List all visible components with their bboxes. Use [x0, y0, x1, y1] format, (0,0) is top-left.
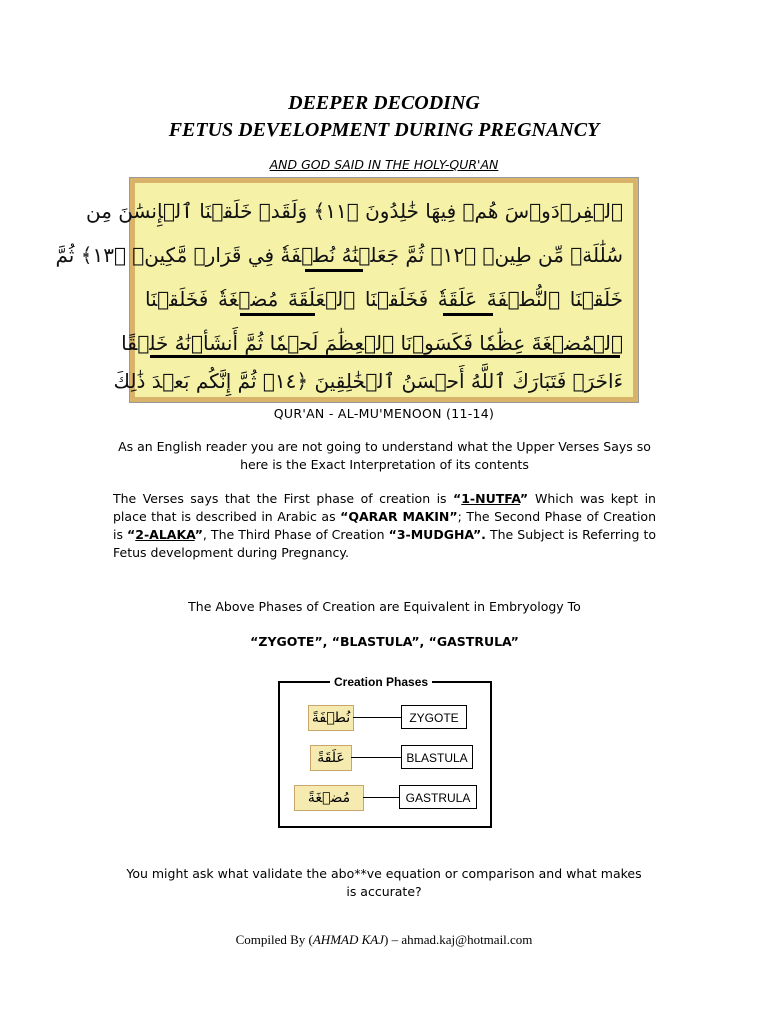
connector-line: [353, 717, 401, 718]
text: The Subject is Referring to Fetus development during Pregnancy.: [113, 527, 656, 560]
term-mudgha: “3-MUDGHA”.: [388, 527, 486, 542]
page-title-line1: DEEPER DECODING: [288, 92, 480, 114]
quote: “: [127, 527, 136, 542]
verse-caption: QUR'AN - AL-MU'MENOON (11-14): [273, 406, 495, 421]
quote: ”: [194, 527, 203, 542]
nutfa-underline: [305, 269, 363, 272]
connector-line: [351, 757, 401, 758]
quote: “: [453, 491, 462, 506]
footer-credit: [0, 932, 768, 948]
quran-line: خَلَقۡنَا ٱلنُّطۡفَةَ عَلَقَةٗ فَخَلَقۡنَا ٱلۡعَلَقَةَ مُضۡغَةٗ فَخَلَقۡنَا: [145, 287, 623, 311]
creation-phases-diagram: [278, 675, 492, 828]
question-paragraph: [0, 865, 768, 901]
zygote-box: ZYGOTE: [401, 705, 467, 729]
text: ; The Second Phase of Creation is: [113, 509, 656, 542]
gastrula-box: GASTRULA: [399, 785, 477, 809]
diagram-title: Creation Phases: [330, 674, 432, 690]
intro-heading: AND GOD SAID IN THE HOLY-QUR'AN: [269, 157, 499, 172]
embryology-paragraph: The Above Phases of Creation are Equivalent in Embryology To: [188, 599, 581, 614]
alaka-underline: [443, 313, 493, 316]
quran-line: ٱلۡمُضۡغَةَ عِظَٰمٗا فَكَسَوۡنَا ٱلۡعِظَٰمَ لَحۡمٗا ثُمَّ أَنشَأۡنَٰهُ خَلۡقًا: [121, 331, 623, 355]
term-nutfa: 1-NUTFA: [461, 491, 520, 506]
blastula-box: BLASTULA: [401, 745, 473, 769]
arabic-alaka-label: عَلَقَةً: [310, 745, 352, 771]
arabic-mudgha-label: مُضۡغَةً: [294, 785, 364, 811]
quran-verse-image: [55, 178, 638, 402]
quran-line: ٱلۡفِرۡدَوۡسَ هُمۡ فِيهَا خَٰلِدُونَ ﴿١١﴾ وَلَقَدۡ خَلَقۡنَا ٱلۡإِنسَٰنَ مِن: [86, 199, 623, 223]
connector-line: [363, 797, 399, 798]
explanation-paragraph: As an English reader you are not going to understand what the Upper Verses Says so here is the Exact Interpretation of its contents: [118, 439, 651, 472]
text: , The Third Phase of Creation: [202, 527, 389, 542]
page-title-line2: FETUS DEVELOPMENT DURING PREGNANCY: [168, 119, 600, 141]
author-email: ) – ahmad.kaj@hotmail.com: [383, 932, 533, 947]
question-text: You might ask what validate the abo**ve equation or comparison and what makes is accurate?: [126, 866, 642, 899]
quran-line: ءَاخَرَۚ فَتَبَارَكَ ٱللَّهُ أَحۡسَنُ ٱلۡخَٰلِقِينَ ﴿١٤﴾ ثُمَّ إِنَّكُم بَعۡدَ ذَٰلِكَ: [113, 369, 623, 393]
text: Which was kept in place that is described in Arabic as: [113, 491, 656, 524]
verses-paragraph: [113, 490, 656, 562]
verse-underline: [150, 355, 620, 358]
arabic-nutfa-label: نُطۡفَةً: [308, 705, 354, 731]
term-qarar-makin: “QARAR MAKIN”: [340, 509, 458, 524]
quran-line: سُلَٰلَةٖ مِّن طِينٖ ﴿١٢﴾ ثُمَّ جَعَلۡنَٰهُ نُطۡفَةٗ فِي قَرَارٖ مَّكِينٖ ﴿١٣﴾ ثُمَّ: [55, 243, 623, 267]
mudgha-underline: [240, 313, 315, 316]
footer-prefix: Compiled By (: [235, 932, 313, 947]
text: The Verses says that the First phase of creation is: [113, 491, 454, 506]
author-name: AHMAD KAJ: [312, 932, 384, 947]
quote: ”: [519, 491, 535, 506]
term-alaka: 2-ALAKA: [135, 527, 195, 542]
embryology-terms: “ZYGOTE”, “BLASTULA”, “GASTRULA”: [250, 634, 519, 649]
